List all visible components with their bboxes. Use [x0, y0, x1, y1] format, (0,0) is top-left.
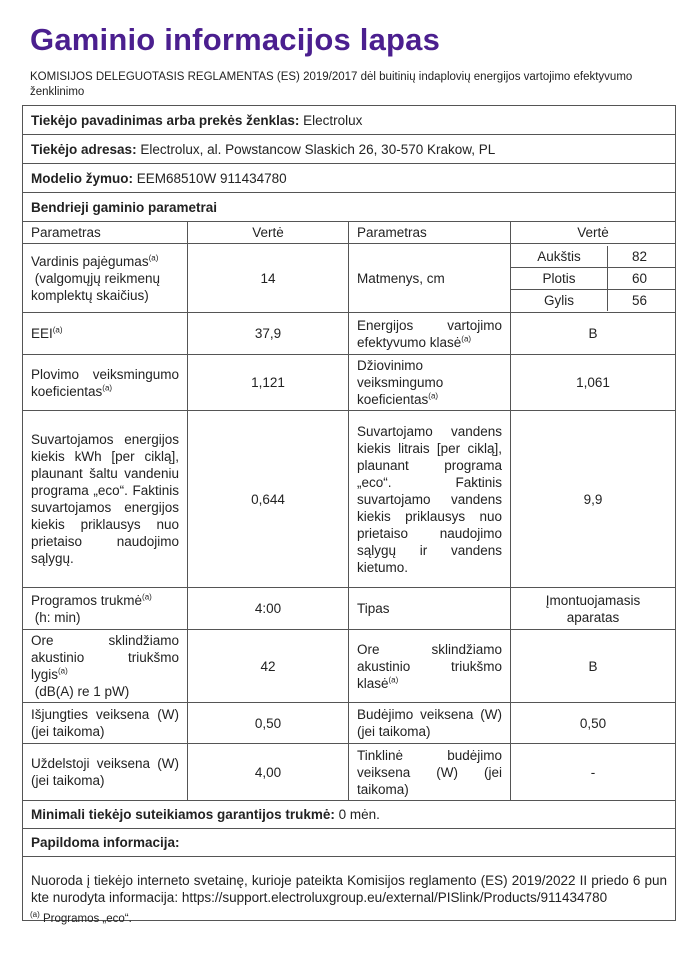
capacity-row	[23, 244, 676, 313]
network-standby-value: -	[511, 744, 676, 801]
model-label: Modelio žymuo:	[31, 170, 133, 186]
network-standby-label: Tinklinė budėjimo veiksena (W) (jei taikoma)	[349, 744, 511, 801]
cleaning-label: Plovimo veiksmingumo koeficientas$^{(a)}$	[23, 355, 188, 411]
consumption-row	[23, 411, 676, 588]
col-param-header: Parametras	[23, 222, 188, 244]
delay-start-value: 4,00	[188, 744, 349, 801]
off-standby-row	[23, 703, 676, 744]
general-heading-row	[23, 193, 676, 222]
supplier-label: Tiekėjo pavadinimas arba prekės ženklas:	[31, 112, 300, 128]
off-mode-value: 0,50	[188, 703, 349, 744]
dimensions-cell	[511, 244, 676, 313]
standby-value: 0,50	[511, 703, 676, 744]
standby-label: Budėjimo veiksena (W) (jei taikoma)	[349, 703, 511, 744]
col-param-header-2: Parametras	[349, 222, 511, 244]
dimensions-label: Matmenys, cm	[349, 244, 511, 313]
guarantee-label: Minimali tiekėjo suteikiamos garantijos trukmė:	[31, 807, 335, 822]
col-value-header-2: Vertė	[511, 222, 676, 244]
energy-class-value: B	[511, 313, 676, 355]
depth-label: Gylis	[511, 289, 608, 311]
supplier-row	[23, 106, 676, 135]
eei-label: EEI$^{(a)}$	[23, 313, 188, 355]
energy-consumption-value: 0,644	[188, 411, 349, 588]
eei-value: 37,9	[188, 313, 349, 355]
water-consumption-value: 9,9	[511, 411, 676, 588]
supplier-value: Electrolux	[303, 112, 363, 128]
width-label: Plotis	[511, 267, 608, 289]
address-value: Electrolux, al. Powstancow Slaskich 26, 30-570 Krakow, PL	[140, 141, 496, 157]
noise-label: Ore sklindžiamo akustinio triukšmo lygis$^{(a)}$ (dB(A) re 1 pW)	[23, 630, 188, 703]
energy-consumption-label: Suvartojamos energijos kiekis kWh [per ciklą], plaunant šaltu vandeniu programa „eco“. Faktinis suvartojamos energijos kiekis priklausys nuo prietaiso naudojimo sąlygų.	[23, 411, 188, 588]
off-mode-label: Išjungties veiksena (W) (jei taikoma)	[23, 703, 188, 744]
eei-row	[23, 313, 676, 355]
noise-class-value: B	[511, 630, 676, 703]
model-value: EEM68510W 911434780	[136, 170, 287, 186]
col-value-header: Vertė	[188, 222, 349, 244]
noise-class-label: Ore sklindžiamo akustinio triukšmo klasė$^{(a)}$	[349, 630, 511, 703]
general-heading: Bendrieji gaminio parametrai	[23, 193, 676, 222]
duration-value: 4:00	[188, 588, 349, 630]
guarantee-value: 0 mėn.	[338, 807, 380, 822]
product-info-table	[22, 105, 676, 921]
regulation-reference: KOMISIJOS DELEGUOTASIS REGLAMENTAS (ES) 2019/2017 dėl buitinių indaplovių energijos vartojimo efektyvumo ženklinimo	[30, 71, 633, 98]
address-label: Tiekėjo adresas:	[31, 141, 137, 157]
capacity-value: 14	[188, 244, 349, 313]
additional-heading-row	[23, 829, 676, 857]
height-value: 82	[608, 246, 676, 268]
delay-start-label: Uždelstoji veiksena (W) (jei taikoma)	[23, 744, 188, 801]
width-value: 60	[608, 267, 676, 289]
energy-class-label: Energijos vartojimo efektyvumo klasė$^{(a)}$	[349, 313, 511, 355]
additional-text: Nuoroda į tiekėjo interneto svetainę, kurioje pateikta Komisijos reglamento (ES) 2019/2022 II priedo 6 punkte nurodyta informacija: https://support.electroluxgroup.eu/external/PISlink/Products/911434780	[23, 857, 676, 921]
column-header-row	[23, 222, 676, 244]
address-row	[23, 135, 676, 164]
footnote: $^{(a)}$ Programos „eco“.	[30, 910, 132, 925]
delay-network-row	[23, 744, 676, 801]
guarantee-row	[23, 801, 676, 829]
duration-label: Programos trukmė$^{(a)}$ (h: min)	[23, 588, 188, 630]
height-label: Aukštis	[511, 246, 608, 268]
duration-row	[23, 588, 676, 630]
additional-heading: Papildoma informacija:	[23, 829, 676, 857]
efficiency-row	[23, 355, 676, 411]
model-row	[23, 164, 676, 193]
cleaning-value: 1,121	[188, 355, 349, 411]
drying-value: 1,061	[511, 355, 676, 411]
drying-label: Džiovinimo veiksmingumo koeficientas$^{(a)}$	[349, 355, 511, 411]
noise-row	[23, 630, 676, 703]
depth-value: 56	[631, 292, 647, 308]
page-title: Gaminio informacijos lapas	[30, 22, 441, 57]
type-label: Tipas	[349, 588, 511, 630]
water-consumption-label: Suvartojamo vandens kiekis litrais [per ciklą], plaunant programa „eco“. Faktinis suvartojamo vandens kiekis priklausys nuo prietaiso naudojimo sąlygų ir vandens kietumo.	[349, 411, 511, 588]
capacity-label: Vardinis pajėgumas$^{(a)}$ (valgomųjų reikmenų komplektų skaičius)	[23, 244, 188, 313]
type-value: Įmontuojamasis aparatas	[511, 588, 676, 630]
noise-value: 42	[188, 630, 349, 703]
additional-text-row	[23, 857, 676, 921]
